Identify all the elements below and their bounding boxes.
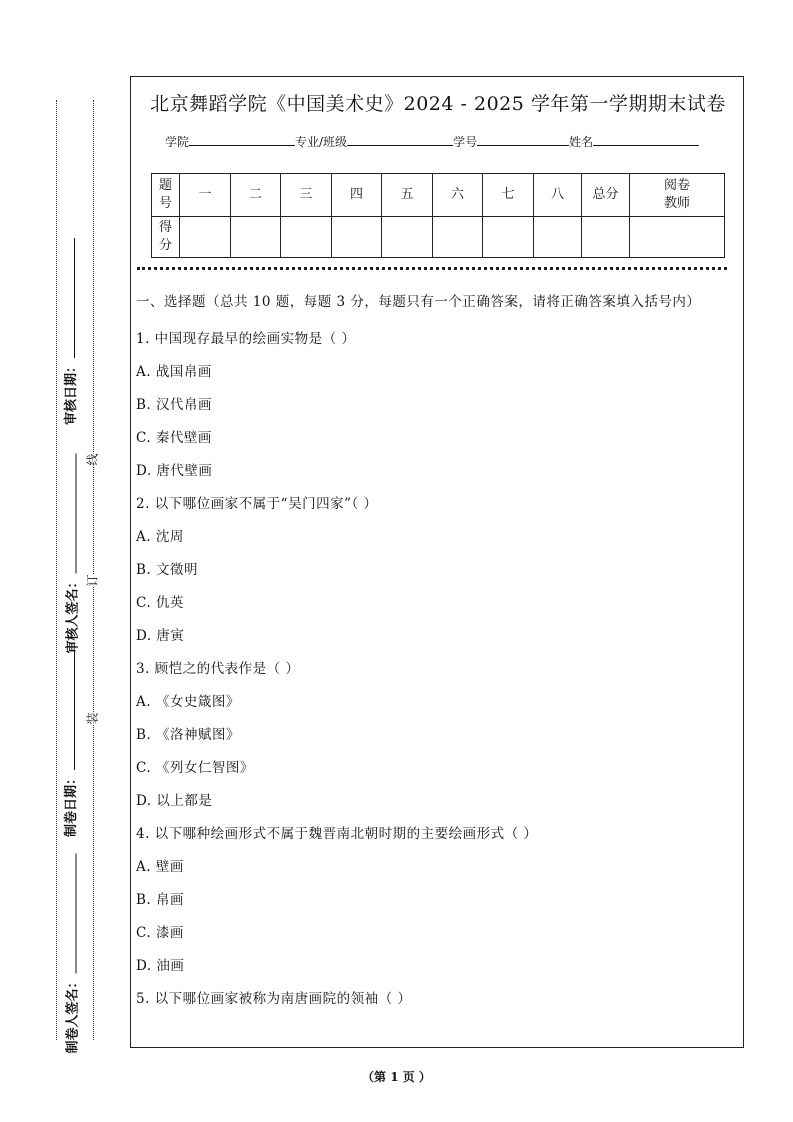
score-input-cell[interactable] xyxy=(231,217,281,258)
question-option[interactable]: A. 沈周 xyxy=(136,529,184,545)
score-table-cell: 阅卷教师 xyxy=(630,174,725,217)
questions-section xyxy=(136,291,736,1016)
student-id-field[interactable] xyxy=(477,133,569,146)
score-table-cell: 总分 xyxy=(582,174,630,217)
question-stem: 2. 以下哪位画家不属于“吴门四家”（ ） xyxy=(136,496,378,512)
question-stem: 5. 以下哪位画家被称为南唐画院的领袖（ ） xyxy=(136,991,412,1007)
paper-date-label: 制卷日期： xyxy=(60,650,79,837)
review-date-label: 审核日期： xyxy=(60,238,79,425)
question-option[interactable]: D. 唐代壁画 xyxy=(136,463,213,479)
name-field[interactable] xyxy=(593,133,699,146)
score-input-cell[interactable] xyxy=(382,217,433,258)
question-stem: 3. 顾恺之的代表作是（ ） xyxy=(136,661,300,677)
college-label: 学院 xyxy=(165,135,190,149)
question-option[interactable]: A. 战国帛画 xyxy=(136,364,212,380)
question-option[interactable]: D. 以上都是 xyxy=(136,793,213,809)
binding-mark-staple: 订 xyxy=(82,574,103,586)
score-table-cell: 七 xyxy=(483,174,534,217)
score-table xyxy=(151,173,725,258)
major-class-field[interactable] xyxy=(347,133,453,146)
name-label: 姓名 xyxy=(569,135,594,149)
paper-maker-signature-label: 制卷人签名： xyxy=(62,853,81,1053)
score-input-cell[interactable] xyxy=(281,217,332,258)
question-option[interactable]: B. 汉代帛画 xyxy=(136,397,213,413)
score-table-cell: 五 xyxy=(382,174,433,217)
question-option[interactable]: A. 壁画 xyxy=(136,859,184,875)
question-option[interactable]: B. 《洛神赋图》 xyxy=(136,727,241,743)
reviewer-signature-label: 审核人签名： xyxy=(62,453,81,653)
question-option[interactable]: D. 唐寅 xyxy=(136,628,185,644)
score-table-cell: 八 xyxy=(534,174,582,217)
binding-dotted-line-outer xyxy=(56,100,57,1040)
question-option[interactable]: C. 仇英 xyxy=(136,595,184,611)
score-table-cell: 四 xyxy=(332,174,382,217)
score-table-cell: 题号 xyxy=(152,174,180,217)
binding-mark-line: 线 xyxy=(82,453,103,465)
question-option[interactable]: B. 文徵明 xyxy=(136,562,199,578)
score-input-cell[interactable] xyxy=(630,217,725,258)
question-option[interactable]: C. 秦代壁画 xyxy=(136,430,212,446)
score-input-cell[interactable] xyxy=(582,217,630,258)
student-info-row xyxy=(165,133,699,150)
score-input-cell[interactable] xyxy=(534,217,582,258)
score-input-cell[interactable] xyxy=(433,217,483,258)
score-input-cell[interactable] xyxy=(483,217,534,258)
binding-dotted-line-inner xyxy=(93,100,94,1040)
exam-title: 北京舞蹈学院《中国美术史》2024 - 2025 学年第一学期期末试卷 xyxy=(150,93,726,115)
question-option[interactable]: C. 《列女仁智图》 xyxy=(136,760,254,776)
major-class-label: 专业/班级 xyxy=(295,135,348,149)
score-table-score-row xyxy=(152,217,725,258)
score-table-cell: 六 xyxy=(433,174,483,217)
score-table-cell: 一 xyxy=(180,174,231,217)
binding-mark-bind: 装 xyxy=(82,712,103,724)
page-number: （第 1 页 ） xyxy=(362,1070,431,1084)
section-separator xyxy=(137,267,727,270)
question-option[interactable]: A. 《女史箴图》 xyxy=(136,694,240,710)
score-input-cell[interactable] xyxy=(180,217,231,258)
score-table-cell: 二 xyxy=(231,174,281,217)
score-table-cell: 三 xyxy=(281,174,332,217)
section-title: 一、选择题（总共 10 题，每题 3 分，每题只有一个正确答案，请将正确答案填入括号内） xyxy=(136,294,701,310)
exam-paper-frame xyxy=(130,76,744,1048)
question-stem: 4. 以下哪种绘画形式不属于魏晋南北朝时期的主要绘画形式（ ） xyxy=(136,826,538,842)
score-table-header-row xyxy=(152,174,725,217)
score-table-cell: 得分 xyxy=(152,217,180,258)
question-option[interactable]: B. 帛画 xyxy=(136,892,185,908)
score-input-cell[interactable] xyxy=(332,217,382,258)
question-stem: 1. 中国现存最早的绘画实物是（ ） xyxy=(136,331,356,347)
college-field[interactable] xyxy=(189,133,295,146)
question-option[interactable]: C. 漆画 xyxy=(136,925,184,941)
student-id-label: 学号 xyxy=(453,135,478,149)
question-option[interactable]: D. 油画 xyxy=(136,958,185,974)
